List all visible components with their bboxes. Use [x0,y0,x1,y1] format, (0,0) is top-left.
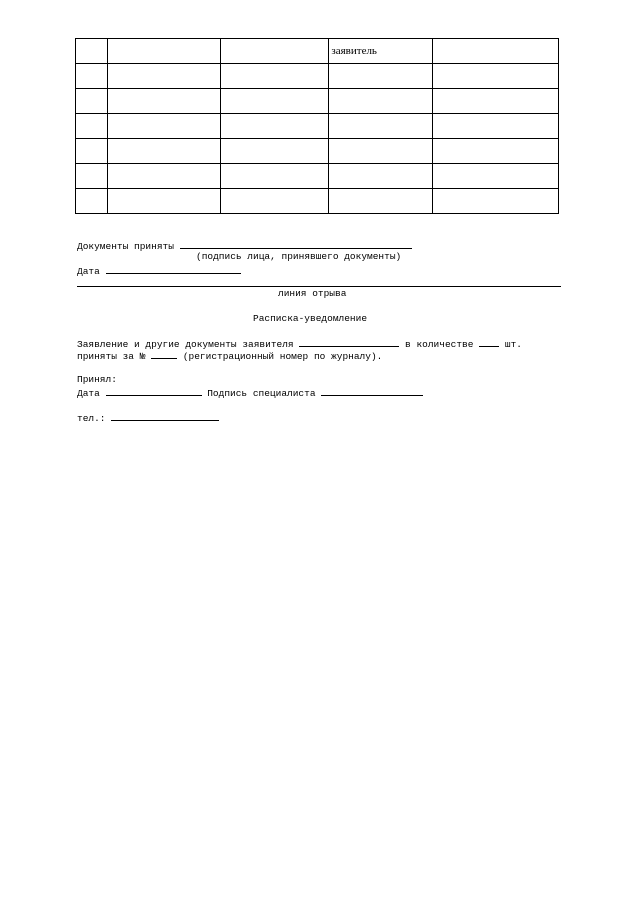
table-cell[interactable] [76,189,108,214]
table-cell[interactable] [329,64,433,89]
receipt-line-2 [77,349,382,363]
table-row [76,114,559,139]
table-cell[interactable] [433,164,559,189]
receipt-date-line [77,386,423,400]
table-cell[interactable] [329,114,433,139]
receipt-date-label: Дата [77,388,100,399]
receipt-line2-text-a: приняты за № [77,351,146,362]
receipt-line1-text-a: Заявление и другие документы заявителя [77,339,294,350]
table-row [76,89,559,114]
table-cell[interactable] [220,39,329,64]
registration-number-blank[interactable] [151,349,177,359]
tear-line [77,286,561,287]
table-cell[interactable] [107,114,220,139]
table-cell[interactable] [433,64,559,89]
acceptance-date-label: Дата [77,266,100,277]
receipt-line1-text-c: шт. [504,339,522,350]
quantity-blank[interactable] [479,337,499,347]
docs-accepted-label: Документы приняты [77,241,174,252]
receipt-date-blank[interactable] [106,386,202,396]
table-cell[interactable] [107,64,220,89]
table-cell[interactable] [433,189,559,214]
table-cell[interactable] [107,39,220,64]
tear-line-label: линия отрыва [278,288,347,299]
table-row [76,139,559,164]
table-cell[interactable] [220,64,329,89]
table-cell[interactable] [220,114,329,139]
specialist-signature-label: Подпись специалиста [207,388,316,399]
registry-table [75,38,559,214]
applicant-blank[interactable] [299,337,399,347]
phone-label: тел.: [77,413,106,424]
table-cell[interactable] [329,89,433,114]
specialist-signature-blank[interactable] [321,386,423,396]
acceptance-date-blank[interactable] [106,264,241,274]
table-row [76,189,559,214]
receipt-title: Расписка-уведомление [253,313,368,324]
table-cell[interactable] [433,139,559,164]
table-cell[interactable] [76,139,108,164]
table-cell[interactable] [220,189,329,214]
table-cell[interactable] [329,164,433,189]
phone-line [77,411,219,425]
table-row [76,164,559,189]
receipt-line2-text-b: (регистрационный номер по журналу). [182,351,383,362]
table-cell[interactable] [220,89,329,114]
table-cell[interactable] [220,164,329,189]
table-cell[interactable] [107,164,220,189]
table-cell[interactable] [220,139,329,164]
table-cell[interactable] [107,189,220,214]
applicant-header-cell[interactable]: заявитель [329,39,433,64]
table-cell[interactable] [76,64,108,89]
table-cell[interactable] [76,89,108,114]
acceptance-date-line [77,264,241,278]
phone-blank[interactable] [111,411,219,421]
table-cell[interactable] [76,39,108,64]
table-cell[interactable] [433,39,559,64]
signature-blank[interactable] [180,239,412,249]
table-cell[interactable] [433,89,559,114]
table-row [76,64,559,89]
table-cell[interactable] [433,114,559,139]
table-cell[interactable] [107,89,220,114]
signature-caption: (подпись лица, принявшего документы) [196,251,402,262]
accepted-label: Принял: [77,374,117,385]
table-cell[interactable] [107,139,220,164]
table-row [76,39,559,64]
table-cell[interactable] [76,164,108,189]
receipt-line1-text-b: в количестве [405,339,474,350]
table-cell[interactable] [329,189,433,214]
table-cell[interactable] [76,114,108,139]
table-cell[interactable] [329,139,433,164]
